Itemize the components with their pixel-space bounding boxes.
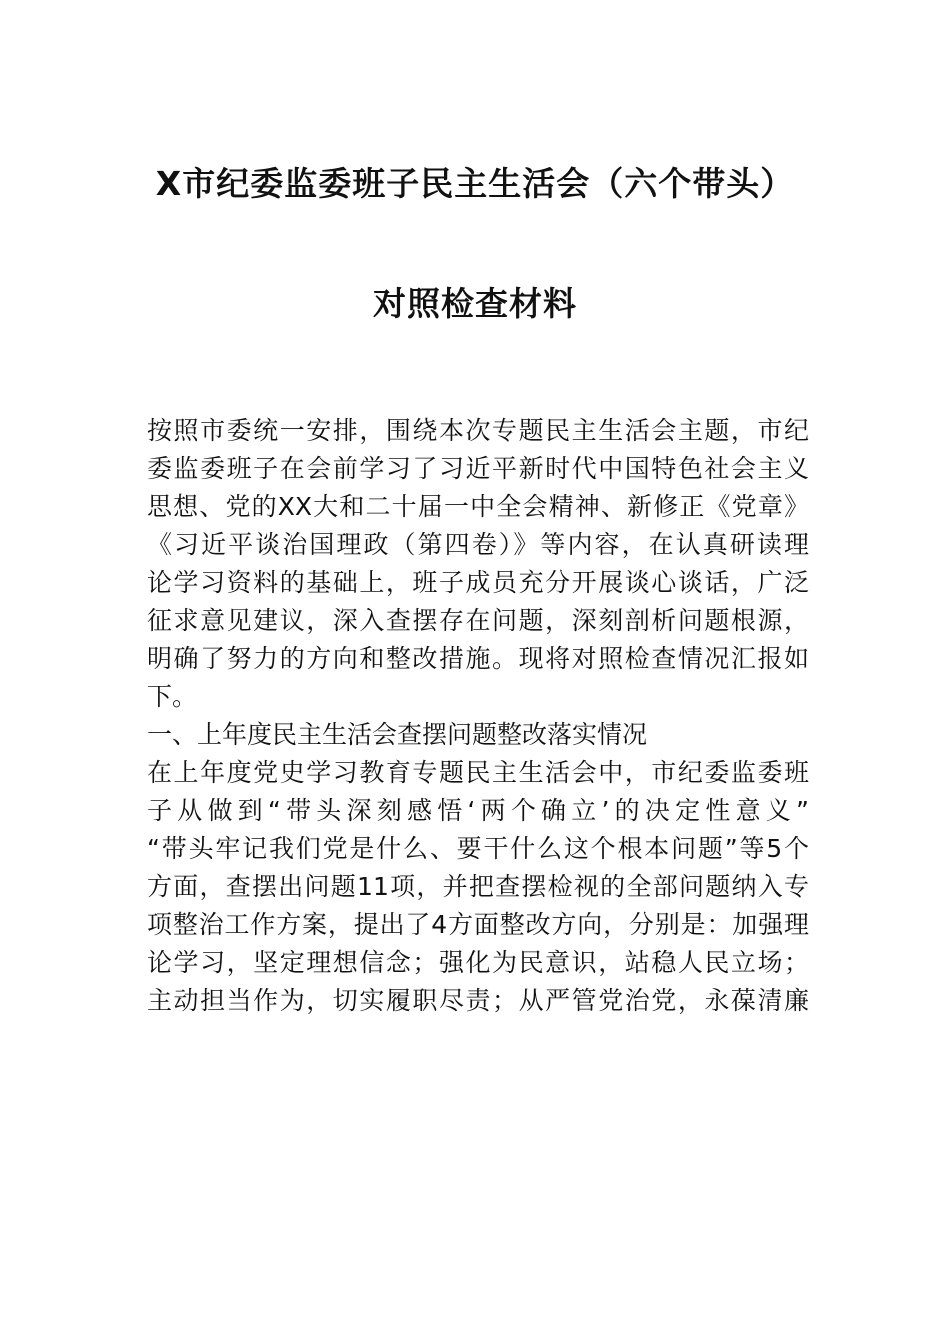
section-heading: 一、上年度民主生活会查摆问题整改落实情况 [147,720,648,749]
paragraph-line: 项整治工作方案，提出了4方面整改方向，分别是：加强理 [147,910,809,939]
paragraph-line: 子从做到“带头深刻感悟‘两个确立’的决定性意义” [147,796,809,825]
paragraph-line: 按照市委统一安排，围绕本次专题民主生活会主题，市纪 [147,416,809,445]
paragraph-line: 下。 [147,682,198,711]
paragraph-line: “带头牢记我们党是什么、要干什么这个根本问题”等5个 [147,834,809,863]
paragraph-line: 论学习资料的基础上，班子成员充分开展谈心谈话，广泛 [147,568,809,597]
paragraph-line: 征求意见建议，深入查摆存在问题，深刻剖析问题根源， [147,606,809,635]
paragraph-line: 主动担当作为，切实履职尽责；从严管党治党，永葆清廉 [147,986,809,1015]
paragraph-line: 《习近平谈治国理政（第四卷）》等内容，在认真研读理 [147,530,809,559]
paragraph-line: 思想、党的XX大和二十届一中全会精神、新修正《党章》 [147,492,809,521]
paragraph-line: 论学习，坚定理想信念；强化为民意识，站稳人民立场； [147,948,809,977]
paragraph-line: 委监委班子在会前学习了习近平新时代中国特色社会主义 [147,454,809,483]
document-title-line-2: 对照检查材料 [373,284,577,323]
document-title-line-1: X市纪委监委班子民主生活会（六个带头） [155,164,795,203]
paragraph-line: 在上年度党史学习教育专题民主生活会中，市纪委监委班 [147,758,809,787]
paragraph-line: 明确了努力的方向和整改措施。现将对照检查情况汇报如 [147,644,809,673]
document-body [147,412,809,1020]
paragraph-line: 方面，查摆出问题11项，并把查摆检视的全部问题纳入专 [147,872,809,901]
